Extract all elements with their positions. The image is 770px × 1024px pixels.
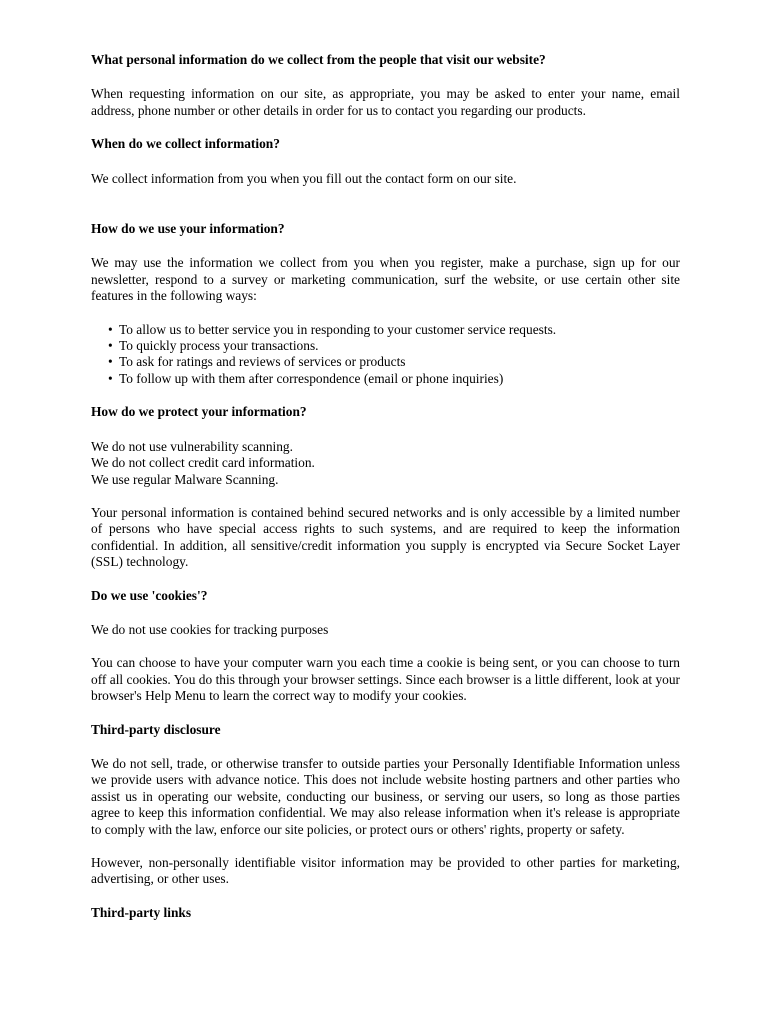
protect-line: We use regular Malware Scanning.	[91, 471, 279, 487]
heading-links: Third-party links	[91, 904, 192, 920]
list-item: • To ask for ratings and reviews of services or products	[108, 354, 680, 370]
heading-protect: How do we protect your information?	[91, 404, 307, 420]
paragraph-collect: When requesting information on our site, as appropriate, you may be asked to enter your name, email address, phone number or other details in order for us to contact you regarding our products.	[91, 86, 680, 118]
heading-use: How do we use your information?	[91, 221, 285, 237]
privacy-policy-document	[91, 52, 680, 921]
list-item: • To allow us to better service you in responding to your customer service requests.	[108, 322, 680, 338]
bullet-list-use	[91, 322, 680, 388]
paragraph-use: We may use the information we collect from you when you register, make a purchase, sign up for our newsletter, respond to a survey or marketing communication, surf the website, or use certain other site features in the following ways:	[91, 255, 680, 304]
paragraph-disclosure-1: We do not sell, trade, or otherwise transfer to outside parties your Personally Identifiable Information unless we provide users with advance notice. This does not include website hosting partners and other parties who assist us in operating our website, conducting our business, or serving our users, so long as those parties agree to keep this information confidential. We may also release information when it's release is appropriate to comply with the law, enforce our site policies, or protect ours or others' rights, property or safety.	[91, 755, 680, 837]
heading-cookies: Do we use 'cookies'?	[91, 587, 208, 603]
list-item: • To follow up with them after correspondence (email or phone inquiries)	[108, 371, 680, 387]
paragraph-cookies-2: You can choose to have your computer warn you each time a cookie is being sent, or you can choose to turn off all cookies. You do this through your browser settings. Since each browser is a little different, look at your browser's Help Menu to learn the correct way to modify your cookies.	[91, 655, 680, 704]
heading-when: When do we collect information?	[91, 136, 280, 152]
protect-line: We do not use vulnerability scanning.	[91, 438, 293, 454]
paragraph-cookies-1: We do not use cookies for tracking purposes	[91, 621, 329, 637]
paragraph-protect: Your personal information is contained behind secured networks and is only accessible by a limited number of persons who have special access rights to such systems, and are required to keep the information confidential. In addition, all sensitive/credit information you supply is encrypted via Secure Socket Layer (SSL) technology.	[91, 504, 680, 570]
paragraph-when: We collect information from you when you fill out the contact form on our site.	[91, 170, 517, 186]
paragraph-disclosure-2: However, non-personally identifiable visitor information may be provided to other parties for marketing, advertising, or other uses.	[91, 855, 680, 887]
protect-line: We do not collect credit card information.	[91, 455, 315, 471]
heading-disclosure: Third-party disclosure	[91, 721, 221, 737]
heading-collect: What personal information do we collect from the people that visit our website?	[91, 52, 546, 67]
list-item: • To quickly process your transactions.	[108, 338, 680, 354]
